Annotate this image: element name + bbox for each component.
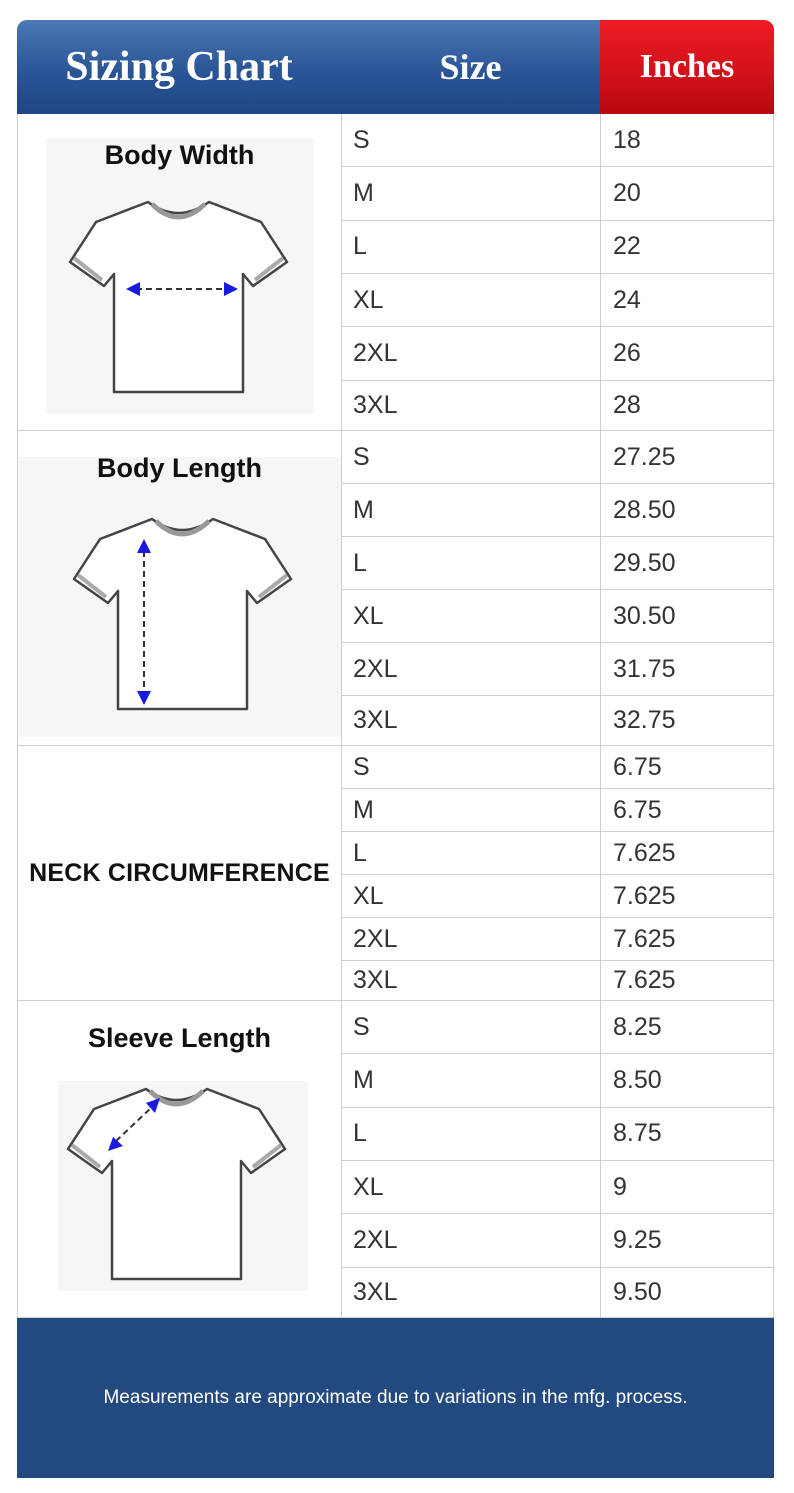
- size-cell: M: [342, 484, 601, 536]
- value-cell: 8.25: [613, 1012, 662, 1041]
- table-row: [342, 696, 773, 745]
- chart-footer: [17, 1318, 774, 1478]
- footer-note: Measurements are approximate due to variations in the mfg. process.: [103, 1387, 688, 1408]
- table-row: [342, 1268, 773, 1317]
- table-row: [342, 221, 773, 274]
- value-cell: 27.25: [613, 442, 676, 471]
- table-row: [342, 114, 773, 167]
- size-cell: 2XL: [342, 643, 601, 695]
- size-cell: 3XL: [342, 381, 601, 430]
- value-cell: 7.625: [613, 966, 676, 994]
- size-cell: L: [342, 221, 601, 273]
- tshirt-width-icon: [66, 194, 291, 399]
- body-length-label-cell: [18, 431, 342, 745]
- body-length-title: Body Length: [97, 453, 262, 483]
- table-row: [342, 875, 773, 918]
- size-cell: 2XL: [342, 918, 601, 960]
- chart-title: Sizing Chart: [17, 20, 341, 114]
- neck-label-cell: [18, 746, 342, 1000]
- sleeve-length-rows: [342, 1001, 773, 1317]
- size-cell: L: [342, 832, 601, 874]
- value-cell: 8.75: [613, 1119, 662, 1148]
- value-cell: 9.25: [613, 1225, 662, 1254]
- neck-circumference-title: NECK CIRCUMFERENCE: [29, 858, 330, 887]
- table-row: [342, 918, 773, 961]
- size-cell: S: [342, 114, 601, 166]
- value-cell: 22: [613, 232, 641, 261]
- size-column-header: Size: [341, 20, 600, 114]
- size-cell: M: [342, 789, 601, 831]
- size-cell: M: [342, 1054, 601, 1106]
- table-row: [342, 789, 773, 832]
- table-row: [342, 746, 773, 789]
- value-cell: 24: [613, 285, 641, 314]
- size-cell: 3XL: [342, 696, 601, 745]
- value-cell: 7.625: [613, 924, 676, 953]
- value-cell: 6.75: [613, 795, 662, 824]
- value-cell: 7.625: [613, 838, 676, 867]
- size-cell: L: [342, 537, 601, 589]
- table-row: [342, 961, 773, 1000]
- section-body-width: [17, 114, 774, 431]
- table-row: [342, 167, 773, 220]
- table-row: [342, 1108, 773, 1161]
- value-cell: 32.75: [613, 706, 676, 734]
- section-body-length: [17, 431, 774, 746]
- sleeve-length-title: Sleeve Length: [87, 1023, 272, 1053]
- section-neck-circumference: [17, 746, 774, 1001]
- value-cell: 31.75: [613, 654, 676, 683]
- size-cell: 2XL: [342, 327, 601, 379]
- sizing-chart: [17, 20, 774, 1478]
- table-row: [342, 1214, 773, 1267]
- table-row: [342, 1161, 773, 1214]
- inches-column-header: Inches: [600, 20, 774, 114]
- body-width-rows: [342, 114, 773, 430]
- tshirt-length-icon: [70, 511, 295, 716]
- value-cell: 28.50: [613, 495, 676, 524]
- size-cell: 2XL: [342, 1214, 601, 1266]
- body-length-rows: [342, 431, 773, 745]
- value-cell: 6.75: [613, 752, 662, 781]
- table-row: [342, 1054, 773, 1107]
- size-cell: XL: [342, 590, 601, 642]
- size-cell: L: [342, 1108, 601, 1160]
- table-row: [342, 484, 773, 537]
- size-cell: XL: [342, 1161, 601, 1213]
- body-width-title: Body Width: [104, 140, 255, 170]
- tshirt-sleeve-icon: [64, 1083, 289, 1288]
- size-cell: 3XL: [342, 1268, 601, 1317]
- table-row: [342, 832, 773, 875]
- size-cell: S: [342, 746, 601, 788]
- size-cell: 3XL: [342, 961, 601, 1000]
- size-cell: S: [342, 1001, 601, 1053]
- chart-header: [17, 20, 774, 114]
- table-row: [342, 643, 773, 696]
- value-cell: 29.50: [613, 548, 676, 577]
- value-cell: 9: [613, 1172, 627, 1201]
- table-row: [342, 1001, 773, 1054]
- size-cell: XL: [342, 875, 601, 917]
- body-width-label-cell: [18, 114, 342, 430]
- table-row: [342, 431, 773, 484]
- size-cell: M: [342, 167, 601, 219]
- sleeve-length-label-cell: [18, 1001, 342, 1317]
- section-sleeve-length: [17, 1001, 774, 1318]
- table-row: [342, 327, 773, 380]
- neck-rows: [342, 746, 773, 1000]
- table-row: [342, 274, 773, 327]
- value-cell: 7.625: [613, 881, 676, 910]
- value-cell: 9.50: [613, 1277, 662, 1306]
- table-row: [342, 590, 773, 643]
- table-row: [342, 537, 773, 590]
- value-cell: 26: [613, 338, 641, 367]
- size-cell: XL: [342, 274, 601, 326]
- value-cell: 30.50: [613, 601, 676, 630]
- size-cell: S: [342, 431, 601, 483]
- value-cell: 8.50: [613, 1065, 662, 1094]
- value-cell: 28: [613, 390, 641, 419]
- value-cell: 18: [613, 125, 641, 154]
- value-cell: 20: [613, 178, 641, 207]
- table-row: [342, 381, 773, 430]
